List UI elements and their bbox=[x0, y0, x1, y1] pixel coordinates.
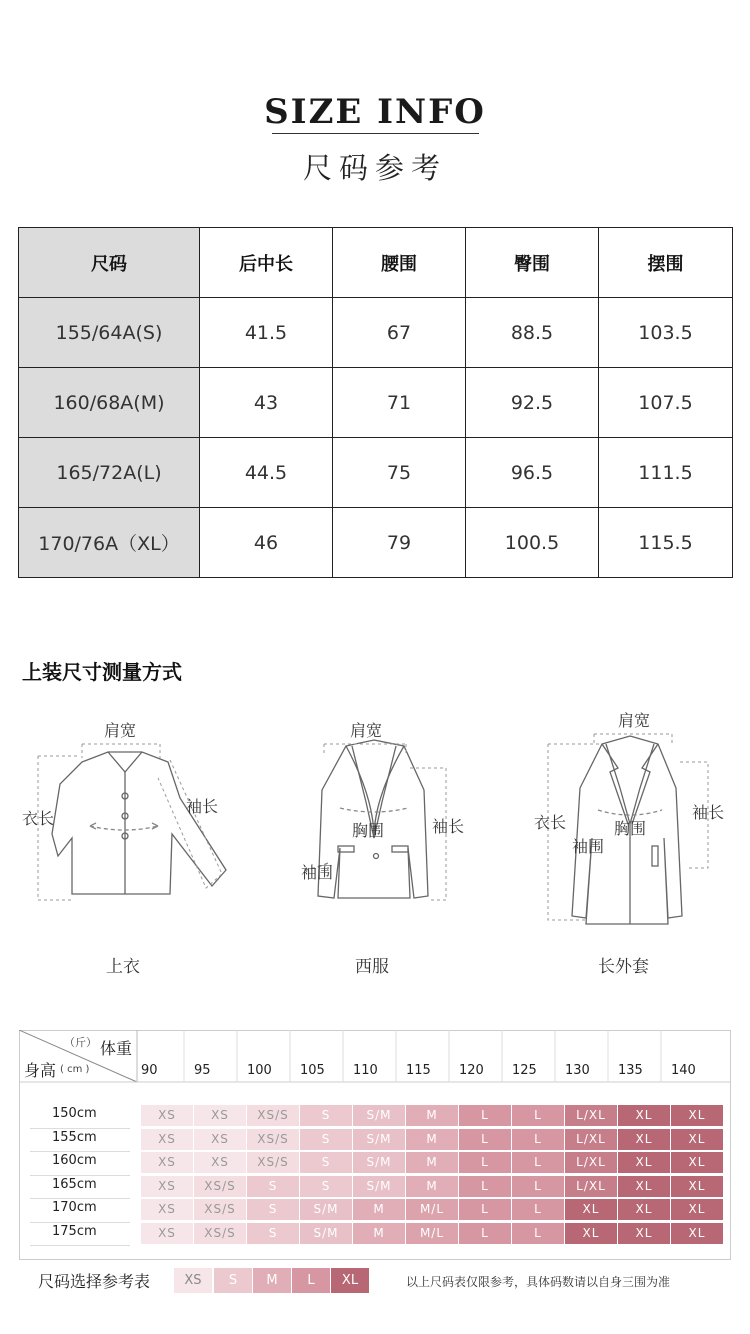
size-grid-cell: XL bbox=[671, 1129, 723, 1150]
size-grid-cell: M/L bbox=[406, 1199, 458, 1220]
weight-tick: 125 bbox=[512, 1063, 537, 1078]
table-cell: 75 bbox=[333, 438, 466, 508]
size-grid-cell: S/M bbox=[353, 1152, 405, 1173]
weight-tick: 130 bbox=[565, 1063, 590, 1078]
size-grid-cell: XL bbox=[671, 1223, 723, 1244]
size-cell: 155/64A(S) bbox=[19, 298, 200, 368]
size-grid-cell: XS bbox=[141, 1223, 193, 1244]
size-grid-cell: M bbox=[406, 1105, 458, 1126]
coat-shoulder-label: 肩宽 bbox=[618, 711, 651, 730]
size-grid-cell: L bbox=[512, 1129, 564, 1150]
size-grid-cell: L bbox=[459, 1223, 511, 1244]
weight-tick: 100 bbox=[247, 1063, 272, 1078]
size-cell: 170/76A（XL） bbox=[19, 508, 200, 578]
size-grid-cell: XS bbox=[194, 1152, 246, 1173]
table-row bbox=[19, 298, 733, 368]
shirt-length-label: 衣长 bbox=[22, 809, 55, 828]
height-tick: 160cm bbox=[52, 1153, 97, 1168]
legend-swatch: M bbox=[253, 1268, 291, 1293]
size-grid-cell: XL bbox=[618, 1176, 670, 1197]
title-english: SIZE INFO bbox=[264, 92, 486, 132]
coat-chest-label: 胸围 bbox=[614, 819, 647, 838]
chart-note: 以上尺码表仅限参考，具体码数请以自身三围为准 bbox=[406, 1275, 671, 1289]
size-grid-cell: XS bbox=[141, 1176, 193, 1197]
table-cell: 43 bbox=[200, 368, 333, 438]
height-tick: 150cm bbox=[52, 1106, 97, 1121]
size-grid-cell: XS/S bbox=[194, 1223, 246, 1244]
table-cell: 41.5 bbox=[200, 298, 333, 368]
size-grid-cell: XS bbox=[141, 1129, 193, 1150]
size-grid-cell: XL bbox=[618, 1223, 670, 1244]
size-grid-cell: L bbox=[512, 1105, 564, 1126]
table-cell: 111.5 bbox=[599, 438, 733, 508]
size-grid-cell: XS bbox=[141, 1199, 193, 1220]
suit-sleeve-label: 袖长 bbox=[432, 817, 465, 836]
table-cell: 67 bbox=[333, 298, 466, 368]
size-grid-cell: L bbox=[459, 1152, 511, 1173]
measure-heading: 上装尺寸测量方式 bbox=[22, 660, 182, 684]
row-divider bbox=[30, 1175, 130, 1176]
size-grid-cell: L bbox=[512, 1199, 564, 1220]
header-back-length: 后中长 bbox=[200, 228, 333, 298]
size-grid-cell: XL bbox=[618, 1129, 670, 1150]
header-hip: 臀围 bbox=[466, 228, 599, 298]
size-grid-cell: M bbox=[406, 1152, 458, 1173]
suit-cuff-label: 袖围 bbox=[301, 863, 334, 882]
table-row bbox=[19, 508, 733, 578]
size-grid-cell: L bbox=[512, 1152, 564, 1173]
size-grid-cell: S bbox=[247, 1176, 299, 1197]
coat-sleeve-label: 袖长 bbox=[692, 803, 725, 822]
size-grid-cell: M bbox=[353, 1223, 405, 1244]
table-row bbox=[19, 438, 733, 508]
suit-shoulder-label: 肩宽 bbox=[350, 721, 383, 740]
legend-title: 尺码选择参考表 bbox=[38, 1272, 151, 1291]
size-grid-cell: L/XL bbox=[565, 1176, 617, 1197]
table-cell: 103.5 bbox=[599, 298, 733, 368]
table-cell: 115.5 bbox=[599, 508, 733, 578]
size-grid-cell: XL bbox=[671, 1152, 723, 1173]
header-waist: 腰围 bbox=[333, 228, 466, 298]
height-tick: 170cm bbox=[52, 1200, 97, 1215]
legend-swatch: L bbox=[292, 1268, 330, 1293]
weight-tick: 105 bbox=[300, 1063, 325, 1078]
size-grid-cell: S/M bbox=[300, 1199, 352, 1220]
coat-length-label: 衣长 bbox=[534, 813, 567, 832]
row-divider bbox=[30, 1128, 130, 1129]
table-cell: 96.5 bbox=[466, 438, 599, 508]
size-grid-cell: L bbox=[512, 1223, 564, 1244]
size-grid-cell: L bbox=[459, 1199, 511, 1220]
row-divider bbox=[30, 1222, 130, 1223]
title-divider bbox=[272, 133, 479, 134]
table-cell: 71 bbox=[333, 368, 466, 438]
height-tick: 155cm bbox=[52, 1129, 97, 1145]
size-cell: 165/72A(L) bbox=[19, 438, 200, 508]
size-grid-cell: XL bbox=[618, 1152, 670, 1173]
size-grid-cell: S bbox=[300, 1129, 352, 1150]
legend-swatch: XL bbox=[331, 1268, 369, 1293]
size-grid-cell: XS bbox=[141, 1152, 193, 1173]
size-grid-cell: XL bbox=[671, 1105, 723, 1126]
table-cell: 107.5 bbox=[599, 368, 733, 438]
size-grid-cell: M/L bbox=[406, 1223, 458, 1244]
size-grid-cell: S bbox=[247, 1223, 299, 1244]
table-cell: 44.5 bbox=[200, 438, 333, 508]
size-grid-cell: XS bbox=[194, 1129, 246, 1150]
size-grid-cell: XL bbox=[671, 1176, 723, 1197]
table-cell: 46 bbox=[200, 508, 333, 578]
size-grid-cell: XL bbox=[565, 1199, 617, 1220]
size-grid-cell: S/M bbox=[353, 1129, 405, 1150]
shirt-sleeve-label: 袖长 bbox=[186, 797, 219, 816]
size-grid-cell: L/XL bbox=[565, 1129, 617, 1150]
table-row bbox=[19, 368, 733, 438]
size-cell: 160/68A(M) bbox=[19, 368, 200, 438]
size-grid-cell: L bbox=[459, 1176, 511, 1197]
size-grid-cell: M bbox=[406, 1129, 458, 1150]
weight-tick: 110 bbox=[353, 1063, 378, 1078]
size-grid-cell: XL bbox=[618, 1105, 670, 1126]
size-grid-cell: S bbox=[300, 1105, 352, 1126]
size-grid-cell: S bbox=[247, 1199, 299, 1220]
row-divider bbox=[30, 1198, 130, 1199]
size-grid-cell: S/M bbox=[353, 1105, 405, 1126]
coat-caption: 长外套 bbox=[598, 957, 649, 977]
weight-label: 体重 bbox=[100, 1039, 133, 1058]
weight-tick: 120 bbox=[459, 1063, 484, 1078]
size-grid-cell: XS/S bbox=[194, 1176, 246, 1197]
size-grid-cell: XS/S bbox=[247, 1105, 299, 1126]
height-tick: 165cm bbox=[52, 1176, 97, 1192]
header-hem: 摆围 bbox=[599, 228, 733, 298]
size-grid-cell: M bbox=[353, 1199, 405, 1220]
weight-tick: 90 bbox=[141, 1063, 158, 1078]
coat-cuff-label: 袖围 bbox=[572, 837, 605, 856]
size-grid-cell: M bbox=[406, 1176, 458, 1197]
height-label: 身高 bbox=[24, 1061, 57, 1080]
size-grid-cell: XS/S bbox=[247, 1129, 299, 1150]
suit-chest-label: 胸围 bbox=[352, 821, 385, 840]
table-cell: 88.5 bbox=[466, 298, 599, 368]
size-grid-cell: S bbox=[300, 1176, 352, 1197]
size-table bbox=[18, 227, 733, 578]
size-grid-cell: XS/S bbox=[194, 1199, 246, 1220]
size-grid-cell: XS bbox=[194, 1105, 246, 1126]
weight-tick: 140 bbox=[671, 1063, 696, 1078]
weight-unit: （斤） bbox=[64, 1036, 97, 1049]
height-unit: ( cm ) bbox=[60, 1064, 90, 1075]
legend-swatch: XS bbox=[174, 1268, 212, 1293]
shirt-illustration bbox=[30, 738, 230, 908]
size-grid-cell: XL bbox=[565, 1223, 617, 1244]
row-divider bbox=[30, 1245, 130, 1246]
size-grid-cell: S bbox=[300, 1152, 352, 1173]
size-grid-cell: L/XL bbox=[565, 1105, 617, 1126]
size-table-header bbox=[19, 228, 733, 298]
size-grid-cell: L bbox=[459, 1129, 511, 1150]
legend-swatch: S bbox=[214, 1268, 252, 1293]
table-cell: 79 bbox=[333, 508, 466, 578]
size-grid-cell: L/XL bbox=[565, 1152, 617, 1173]
size-grid-cell: L bbox=[512, 1176, 564, 1197]
size-grid-cell: S/M bbox=[353, 1176, 405, 1197]
shirt-shoulder-label: 肩宽 bbox=[104, 721, 137, 740]
table-cell: 100.5 bbox=[466, 508, 599, 578]
size-grid-cell: XS bbox=[141, 1105, 193, 1126]
size-grid-cell: XS/S bbox=[247, 1152, 299, 1173]
suit-caption: 西服 bbox=[355, 957, 389, 977]
row-divider bbox=[30, 1151, 130, 1152]
height-tick: 175cm bbox=[52, 1223, 97, 1239]
weight-tick: 135 bbox=[618, 1063, 643, 1078]
table-cell: 92.5 bbox=[466, 368, 599, 438]
header-size: 尺码 bbox=[19, 228, 200, 298]
size-grid-cell: XL bbox=[671, 1199, 723, 1220]
weight-tick: 95 bbox=[194, 1063, 211, 1078]
size-grid-cell: XL bbox=[618, 1199, 670, 1220]
weight-tick: 115 bbox=[406, 1063, 431, 1078]
size-grid-cell: S/M bbox=[300, 1223, 352, 1244]
shirt-caption: 上衣 bbox=[106, 957, 140, 977]
title-chinese: 尺码参考 bbox=[302, 151, 447, 185]
size-grid-cell: L bbox=[459, 1105, 511, 1126]
